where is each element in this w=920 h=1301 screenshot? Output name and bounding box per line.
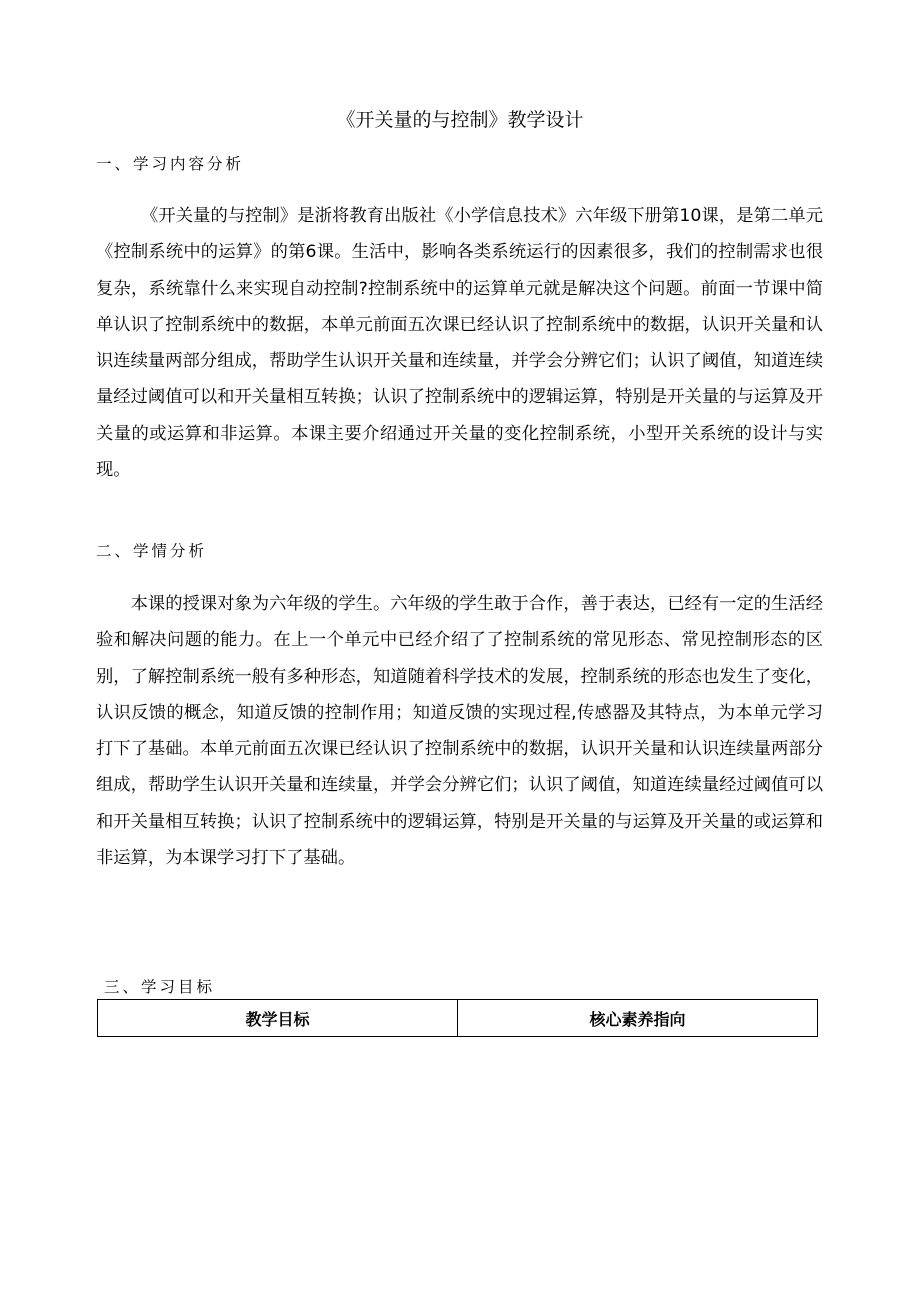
document-title: 《开关量的与控制》教学设计 bbox=[336, 109, 584, 131]
section-heading-content-analysis: 一、学习内容分析 bbox=[96, 155, 245, 173]
table-header-core-literacy: 核心素养指向 bbox=[458, 1000, 818, 1037]
section-heading-learning-goals: 三、学习目标 bbox=[104, 978, 216, 996]
table-header-teaching-goals: 教学目标 bbox=[98, 1000, 458, 1037]
learning-goals-table bbox=[97, 999, 818, 1037]
paragraph-learner-analysis: 本课的授课对象为六年级的学生。六年级的学生敢于合作，善于表达，已经有一定的生活经验和解决问题的能力。在上一个单元中已经介绍了了控制系统的常见形态、常见控制形态的区别，了解控制系统一般有多种形态，知道随着科学技术的发展，控制系统的形态也发生了变化，认识反馈的概念，知道反馈的控制作用；知道反馈的实现过程,传感器及其特点，为本单元学习打下了基础。本单元前面五次课已经认识了控制系统中的数据，认识开关量和认识连续量两部分组成，帮助学生认识开关量和连续量，并学会分辨它们；认识了阈值，知道连续量经过阈值可以和开关量相互转换；认识了控制系统中的逻辑运算，特别是开关量的与运算及开关量的或运算和非运算，为本课学习打下了基础。 bbox=[96, 594, 823, 869]
table-header-row bbox=[98, 1000, 818, 1037]
paragraph-content-analysis: 《开关量的与控制》是浙将教育出版社《小学信息技术》六年级下册第10课，是第二单元《控制系统中的运算》的第6课。生活中，影响各类系统运行的因素很多，我们的控制需求也很复杂，系统靠什么来实现自动控制?控制系统中的运算单元就是解决这个问题。前面一节课中简单认识了控制系统中的数据，本单元前面五次课已经认识了控制系统中的数据，认识开关量和认识连续量两部分组成，帮助学生认识开关量和连续量，并学会分辨它们；认识了阈值，知道连续量经过阈值可以和开关量相互转换；认识了控制系统中的逻辑运算，特别是开关量的与运算及开关量的或运算和非运算。本课主要介绍通过开关量的变化控制系统，小型开关系统的设计与实现。 bbox=[96, 206, 823, 481]
section-heading-learner-analysis: 二、学情分析 bbox=[96, 542, 208, 560]
